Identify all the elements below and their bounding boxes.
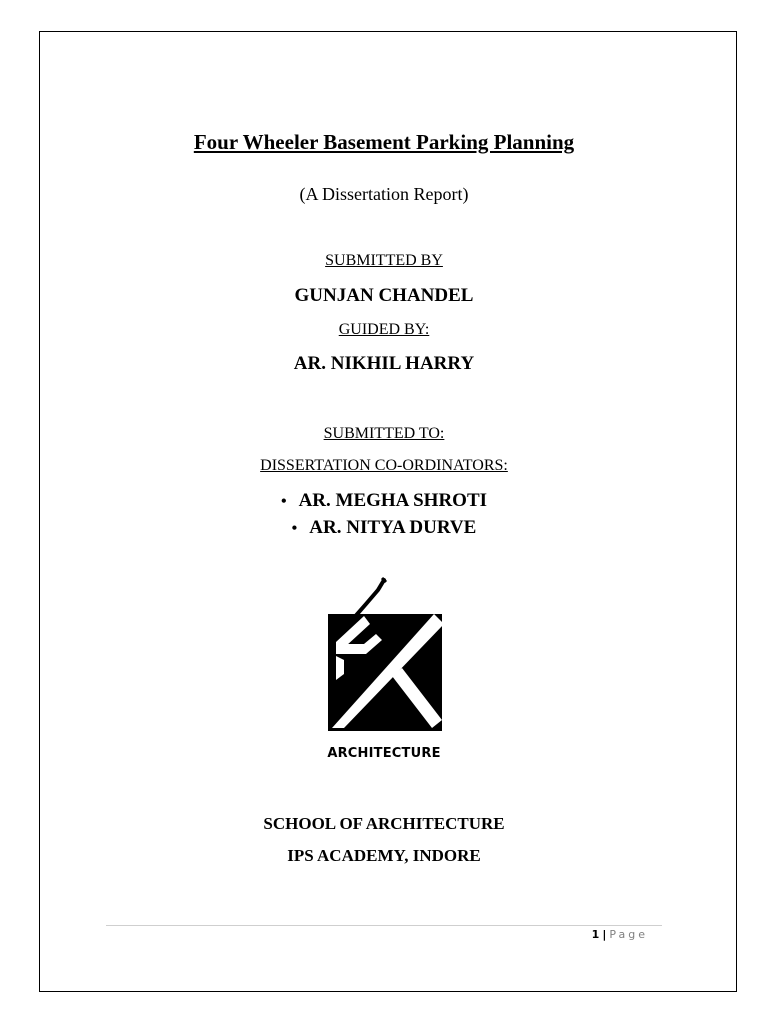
submitted-to-label: SUBMITTED TO: [323,425,445,442]
bullet-icon: • [291,520,298,537]
document-subtitle: (A Dissertation Report) [299,184,469,204]
coordinators-label: DISSERTATION CO-ORDINATORS: [260,457,508,474]
page-footer [592,928,648,941]
student-name: GUNJAN CHANDEL [294,285,474,306]
coordinator-name: AR. NITYA DURVE [309,517,477,538]
architecture-logo-icon [322,576,446,736]
footer-divider [106,925,662,926]
page-number: 1 [591,928,600,941]
coordinator-name: AR. MEGHA SHROTI [298,490,488,511]
school-name: SCHOOL OF ARCHITECTURE [263,814,505,833]
coordinator-item [0,517,768,544]
coordinator-item [0,490,768,517]
page-label: Page [609,928,648,941]
document-title: Four Wheeler Basement Parking Planning [193,130,575,154]
submitted-by-label: SUBMITTED BY [325,252,443,269]
guided-by-label: GUIDED BY: [338,321,430,338]
logo-caption: ARCHITECTURE [327,746,441,761]
academy-name: IPS ACADEMY, INDORE [287,846,481,865]
page-separator: | [602,928,607,941]
bullet-icon: • [280,493,287,510]
guide-name: AR. NIKHIL HARRY [293,353,475,374]
coordinators-list [0,490,768,544]
